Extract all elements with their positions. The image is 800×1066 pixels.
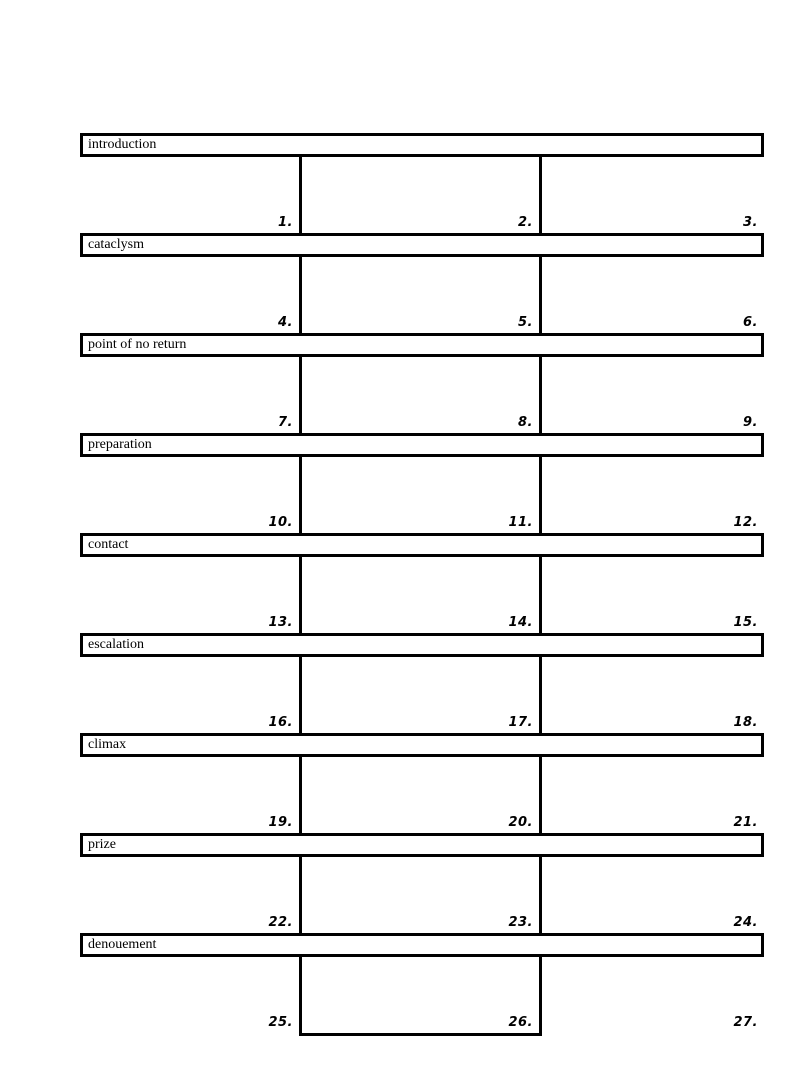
- cell-number: 25.: [268, 1015, 293, 1030]
- cell-number: 4.: [278, 315, 293, 330]
- cell-divider: [539, 557, 542, 633]
- cell-divider: [299, 957, 302, 1036]
- cell-number: 20.: [508, 815, 533, 830]
- cell-number: 13.: [268, 615, 293, 630]
- cell-number: 17.: [508, 715, 533, 730]
- cell-number: 10.: [268, 515, 293, 530]
- cell-number: 1.: [278, 215, 293, 230]
- cell-divider: [299, 357, 302, 433]
- cell-number: 26.: [508, 1015, 533, 1030]
- cell-divider: [539, 657, 542, 733]
- cell-divider: [539, 157, 542, 233]
- section-bar: [80, 233, 764, 257]
- cell-divider: [539, 457, 542, 533]
- section-label: point of no return: [88, 337, 187, 352]
- cell-number: 27.: [733, 1015, 758, 1030]
- section-label: denouement: [88, 937, 157, 952]
- section-bar: [80, 433, 764, 457]
- cell-divider: [299, 257, 302, 333]
- cell-number: 16.: [268, 715, 293, 730]
- section-label: cataclysm: [88, 237, 144, 252]
- section-bar: [80, 333, 764, 357]
- cell-divider: [539, 757, 542, 833]
- section-label: escalation: [88, 637, 144, 652]
- cell-number: 11.: [508, 515, 533, 530]
- section-bar: [80, 733, 764, 757]
- cell-number: 3.: [743, 215, 758, 230]
- cell-number: 19.: [268, 815, 293, 830]
- cell-number: 23.: [508, 915, 533, 930]
- cell-divider: [539, 357, 542, 433]
- cell-number: 14.: [508, 615, 533, 630]
- cell-number: 6.: [743, 315, 758, 330]
- section-bar: [80, 833, 764, 857]
- section-label: prize: [88, 837, 116, 852]
- cell-number: 2.: [518, 215, 533, 230]
- cell-number: 15.: [733, 615, 758, 630]
- cell-number: 21.: [733, 815, 758, 830]
- cell-number: 7.: [278, 415, 293, 430]
- section-bar: [80, 133, 764, 157]
- section-label: contact: [88, 537, 129, 552]
- cell-number: 22.: [268, 915, 293, 930]
- cell-number: 5.: [518, 315, 533, 330]
- cell-number: 18.: [733, 715, 758, 730]
- cell-divider: [539, 957, 542, 1036]
- section-label: climax: [88, 737, 127, 752]
- cell-bottom-line: [299, 1033, 542, 1036]
- section-bar: [80, 533, 764, 557]
- cell-number: 24.: [733, 915, 758, 930]
- cell-divider: [539, 257, 542, 333]
- section-bar: [80, 933, 764, 957]
- cell-divider: [299, 857, 302, 933]
- cell-divider: [299, 157, 302, 233]
- cell-divider: [299, 657, 302, 733]
- section-label: introduction: [88, 137, 157, 152]
- section-label: preparation: [88, 437, 152, 452]
- cell-number: 12.: [733, 515, 758, 530]
- cell-divider: [299, 757, 302, 833]
- cell-number: 9.: [743, 415, 758, 430]
- section-bar: [80, 633, 764, 657]
- cell-divider: [299, 557, 302, 633]
- cell-number: 8.: [518, 415, 533, 430]
- cell-divider: [299, 457, 302, 533]
- cell-divider: [539, 857, 542, 933]
